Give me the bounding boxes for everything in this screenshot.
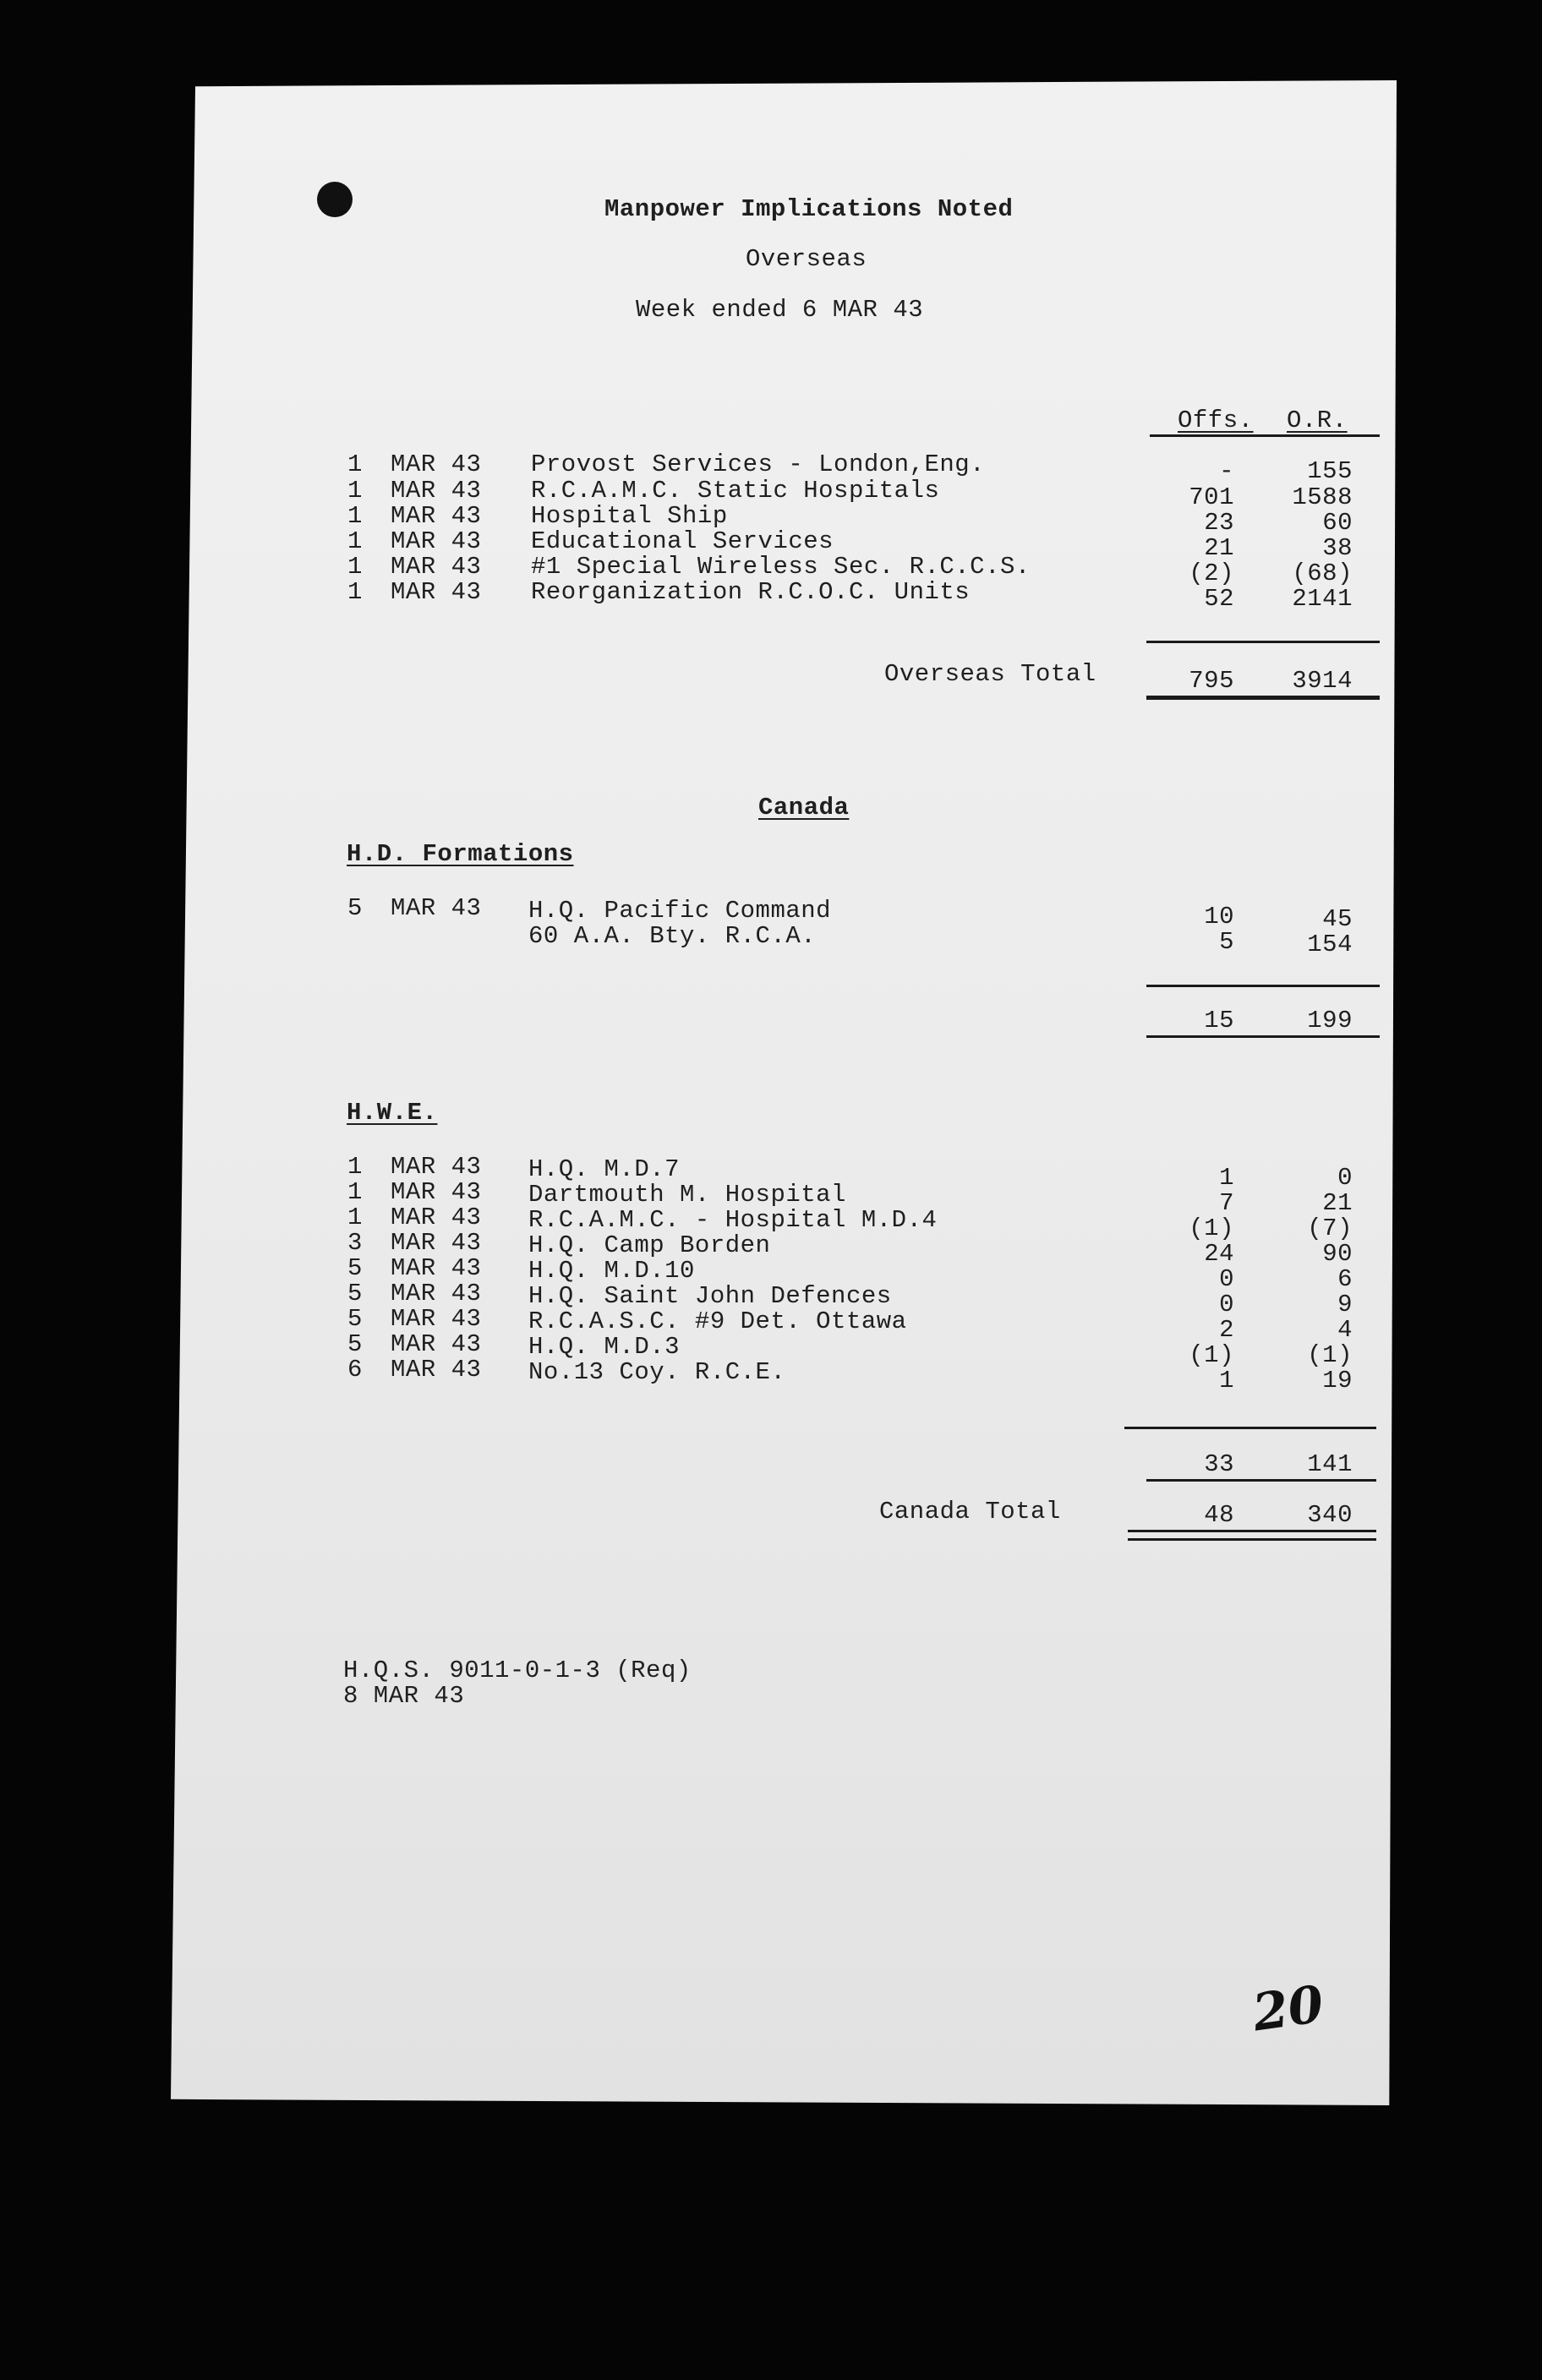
row-or: 4: [1337, 1316, 1353, 1344]
row-offs: 23: [1204, 509, 1234, 537]
row-description: 60 A.A. Bty. R.C.A.: [528, 922, 817, 950]
row-day: 1: [347, 1178, 363, 1206]
row-day: 5: [347, 1305, 363, 1333]
overseas-total-offs: 795: [1189, 667, 1234, 695]
hd-subtotal-or: 199: [1307, 1007, 1353, 1034]
row-day: 5: [347, 1254, 363, 1282]
hwe-heading: H.W.E.: [347, 1099, 438, 1127]
hwe-subtotal-or: 141: [1307, 1450, 1353, 1478]
row-or: 38: [1322, 534, 1353, 562]
row-offs: 52: [1204, 585, 1234, 613]
row-description: H.Q. Camp Borden: [528, 1231, 771, 1259]
row-description: R.C.A.M.C. Static Hospitals: [531, 477, 940, 505]
row-day: 1: [347, 477, 363, 505]
row-offs: 5: [1219, 928, 1234, 956]
row-or: 19: [1322, 1367, 1353, 1395]
total-rule: [1128, 1530, 1376, 1532]
row-day: 3: [347, 1229, 363, 1257]
row-description: Reorganization R.C.O.C. Units: [531, 578, 971, 606]
row-date: MAR 43: [391, 1178, 482, 1206]
row-description: H.Q. Pacific Command: [528, 897, 832, 925]
row-date: MAR 43: [391, 527, 482, 555]
row-or: 6: [1337, 1265, 1353, 1293]
row-offs: 2: [1219, 1316, 1234, 1344]
footer-date: 8 MAR 43: [343, 1682, 465, 1710]
row-description: R.C.A.S.C. #9 Det. Ottawa: [528, 1307, 907, 1335]
row-day: 1: [347, 450, 363, 478]
subtotal-underline: [1146, 1035, 1380, 1038]
row-date: MAR 43: [391, 894, 482, 922]
row-description: H.Q. M.D.10: [528, 1257, 695, 1285]
row-offs: 0: [1219, 1291, 1234, 1318]
row-or: (1): [1307, 1341, 1353, 1369]
row-description: H.Q. Saint John Defences: [528, 1282, 892, 1310]
row-date: MAR 43: [391, 1305, 482, 1333]
row-or: 1588: [1292, 483, 1353, 511]
subtotal-rule: [1146, 641, 1380, 643]
row-day: 1: [347, 1153, 363, 1181]
page-number: 20: [1249, 1974, 1327, 2044]
row-or: 60: [1322, 509, 1353, 537]
row-description: Hospital Ship: [531, 502, 728, 530]
row-date: MAR 43: [391, 477, 482, 505]
row-day: 1: [347, 1204, 363, 1231]
row-date: MAR 43: [391, 450, 482, 478]
total-double-rule: [1128, 1538, 1376, 1541]
row-offs: 0: [1219, 1265, 1234, 1293]
row-or: 154: [1307, 931, 1353, 958]
overseas-total-label: Overseas Total: [884, 660, 1096, 688]
canada-total-label: Canada Total: [879, 1498, 1061, 1526]
row-day: 6: [347, 1356, 363, 1384]
subtotal-underline: [1146, 1479, 1376, 1482]
row-date: MAR 43: [391, 1153, 482, 1181]
hd-subtotal-offs: 15: [1204, 1007, 1234, 1034]
row-or: 21: [1322, 1189, 1353, 1217]
row-or: (68): [1292, 560, 1353, 587]
punch-hole: [317, 182, 353, 217]
row-day: 1: [347, 578, 363, 606]
row-offs: (2): [1189, 560, 1234, 587]
row-or: 9: [1337, 1291, 1353, 1318]
hwe-subtotal-offs: 33: [1204, 1450, 1234, 1478]
row-day: 1: [347, 527, 363, 555]
row-description: Provost Services - London,Eng.: [531, 450, 986, 478]
row-offs: 1: [1219, 1164, 1234, 1192]
week-label: Week ended 6 MAR 43: [636, 296, 924, 324]
row-description: H.Q. M.D.3: [528, 1333, 681, 1361]
row-or: (7): [1307, 1215, 1353, 1242]
row-day: 1: [347, 553, 363, 581]
page-subtitle: Overseas: [746, 245, 867, 273]
page-title: Manpower Implications Noted: [604, 195, 1014, 223]
row-description: No.13 Coy. R.C.E.: [528, 1358, 786, 1386]
footer-reference: H.Q.S. 9011-0-1-3 (Req): [343, 1657, 692, 1684]
row-date: MAR 43: [391, 1280, 482, 1307]
row-or: 90: [1322, 1240, 1353, 1268]
row-date: MAR 43: [391, 578, 482, 606]
row-date: MAR 43: [391, 1356, 482, 1384]
row-offs: (1): [1189, 1341, 1234, 1369]
subtotal-rule: [1146, 985, 1380, 987]
header-rule: [1150, 434, 1380, 437]
row-description: R.C.A.M.C. - Hospital M.D.4: [528, 1206, 938, 1234]
row-day: 5: [347, 894, 363, 922]
row-offs: 24: [1204, 1240, 1234, 1268]
canada-total-or: 340: [1307, 1501, 1353, 1529]
row-offs: 21: [1204, 534, 1234, 562]
row-date: MAR 43: [391, 553, 482, 581]
row-date: MAR 43: [391, 1229, 482, 1257]
row-or: 45: [1322, 905, 1353, 933]
row-offs: 701: [1189, 483, 1234, 511]
row-date: MAR 43: [391, 1204, 482, 1231]
row-or: 155: [1307, 457, 1353, 485]
row-offs: -: [1219, 457, 1234, 485]
row-description: Educational Services: [531, 527, 834, 555]
row-date: MAR 43: [391, 1330, 482, 1358]
document-page: [171, 80, 1397, 2105]
row-date: MAR 43: [391, 1254, 482, 1282]
column-header-offs: Offs.: [1178, 407, 1254, 434]
row-or: 0: [1337, 1164, 1353, 1192]
overseas-total-or: 3914: [1292, 667, 1353, 695]
hd-formations-heading: H.D. Formations: [347, 840, 574, 868]
row-offs: 10: [1204, 903, 1234, 931]
row-description: #1 Special Wireless Sec. R.C.C.S.: [531, 553, 1031, 581]
row-day: 5: [347, 1330, 363, 1358]
canada-total-offs: 48: [1204, 1501, 1234, 1529]
row-date: MAR 43: [391, 502, 482, 530]
total-rule: [1146, 696, 1380, 700]
canada-heading: Canada: [758, 794, 850, 822]
row-offs: 1: [1219, 1367, 1234, 1395]
row-offs: 7: [1219, 1189, 1234, 1217]
row-day: 1: [347, 502, 363, 530]
column-header-or: O.R.: [1287, 407, 1348, 434]
row-description: Dartmouth M. Hospital: [528, 1181, 846, 1209]
row-offs: (1): [1189, 1215, 1234, 1242]
row-description: H.Q. M.D.7: [528, 1155, 681, 1183]
subtotal-rule: [1124, 1427, 1376, 1429]
row-day: 5: [347, 1280, 363, 1307]
row-or: 2141: [1292, 585, 1353, 613]
